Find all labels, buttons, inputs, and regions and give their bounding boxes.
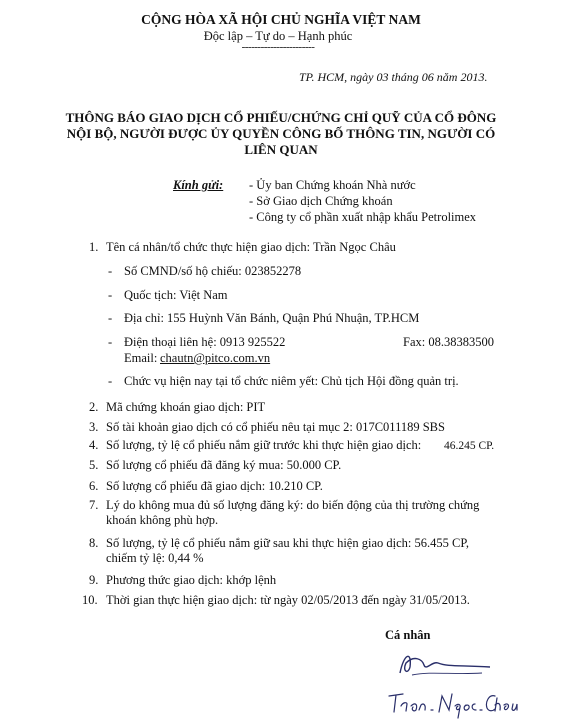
header-rule: ----------------------- xyxy=(241,41,315,53)
item-value: 46.245 CP. xyxy=(444,440,495,452)
item-number: 10. xyxy=(82,593,98,607)
item-number: 6. xyxy=(89,479,99,493)
item-text: Phương thức giao dịch: khớp lệnh xyxy=(106,573,277,587)
item-number: 1. xyxy=(89,240,99,254)
country-name: CỘNG HÒA XÃ HỘI CHỦ NGHĨA VIỆT NAM xyxy=(141,12,421,27)
item-text-continued: khoán không phù hợp. xyxy=(106,513,219,527)
email-label: Email: xyxy=(124,351,158,365)
item-number: 3. xyxy=(89,420,99,434)
item-text: Thời gian thực hiện giao dịch: từ ngày 02/05/2013 đến ngày 31/05/2013. xyxy=(106,593,470,607)
handwritten-name xyxy=(385,688,535,720)
bullet: - xyxy=(108,288,113,302)
fax: Fax: 08.38383500 xyxy=(403,335,494,349)
bullet: - xyxy=(108,264,113,278)
item-number: 8. xyxy=(89,536,99,550)
signature-scribble xyxy=(392,645,502,683)
address: Địa chỉ: 155 Huỳnh Văn Bánh, Quận Phú Nhuận, TP.HCM xyxy=(124,311,420,325)
recipient-item: - Công ty cổ phần xuất nhập khẩu Petrolimex xyxy=(249,210,477,224)
item-number: 4. xyxy=(89,438,99,452)
bullet: - xyxy=(108,311,113,325)
phone: Điện thoại liên hệ: 0913 925522 xyxy=(124,335,286,349)
id-number: Số CMND/số hộ chiếu: 023852278 xyxy=(124,264,302,278)
recipients-label: Kính gửi: xyxy=(173,178,224,192)
position: Chức vụ hiện nay tại tổ chức niêm yết: Chủ tịch Hội đồng quản trị. xyxy=(124,374,459,388)
item-text-continued: chiếm tỷ lệ: 0,44 % xyxy=(106,551,204,565)
title-line-3: LIÊN QUAN xyxy=(244,142,318,157)
item-number: 5. xyxy=(89,458,99,472)
item-text: Số lượng cổ phiếu đã giao dịch: 10.210 CP. xyxy=(106,479,323,493)
bullet: - xyxy=(108,335,113,349)
email-link[interactable]: chautn@pitco.com.vn xyxy=(160,351,271,365)
bullet: - xyxy=(108,374,113,388)
item-number: 2. xyxy=(89,400,99,414)
item-number: 7. xyxy=(89,498,99,512)
title-line-2: NỘI BỘ, NGƯỜI ĐƯỢC ỦY QUYỀN CÔNG BỐ THÔNG TIN, NGƯỜI CÓ xyxy=(66,126,496,141)
item-text: Mã chứng khoán giao dịch: PIT xyxy=(106,400,266,414)
recipient-item: - Ủy ban Chứng khoán Nhà nước xyxy=(249,178,416,192)
item-text: Số lượng, tỷ lệ cổ phiếu nắm giữ sau khi thực hiện giao dịch: 56.455 CP, xyxy=(106,536,470,550)
recipient-item: - Sở Giao dịch Chứng khoán xyxy=(249,194,393,208)
item-text: Số lượng cổ phiếu đã đăng ký mua: 50.000 CP. xyxy=(106,458,342,472)
motto: Độc lập – Tự do – Hạnh phúc xyxy=(203,29,353,43)
item-text: Số tài khoản giao dịch có cổ phiếu nêu tại mục 2: 017C011189 SBS xyxy=(106,420,445,434)
item-1-text: Tên cá nhân/tổ chức thực hiện giao dịch: Trần Ngọc Châu xyxy=(106,240,396,254)
item-text: Số lượng, tỷ lệ cổ phiếu nắm giữ trước khi thực hiện giao dịch: xyxy=(106,438,422,452)
item-number: 9. xyxy=(89,573,99,587)
signature-label: Cá nhân xyxy=(385,628,431,642)
date-line: TP. HCM, ngày 03 tháng 06 năm 2013. xyxy=(299,70,488,84)
nationality: Quốc tịch: Việt Nam xyxy=(124,288,228,302)
item-text: Lý do không mua đủ số lượng đăng ký: do biến động của thị trường chứng xyxy=(106,498,480,512)
title-line-1: THÔNG BÁO GIAO DỊCH CỔ PHIẾU/CHỨNG CHỈ QUỸ CỦA CỔ ĐÔNG xyxy=(65,110,497,125)
